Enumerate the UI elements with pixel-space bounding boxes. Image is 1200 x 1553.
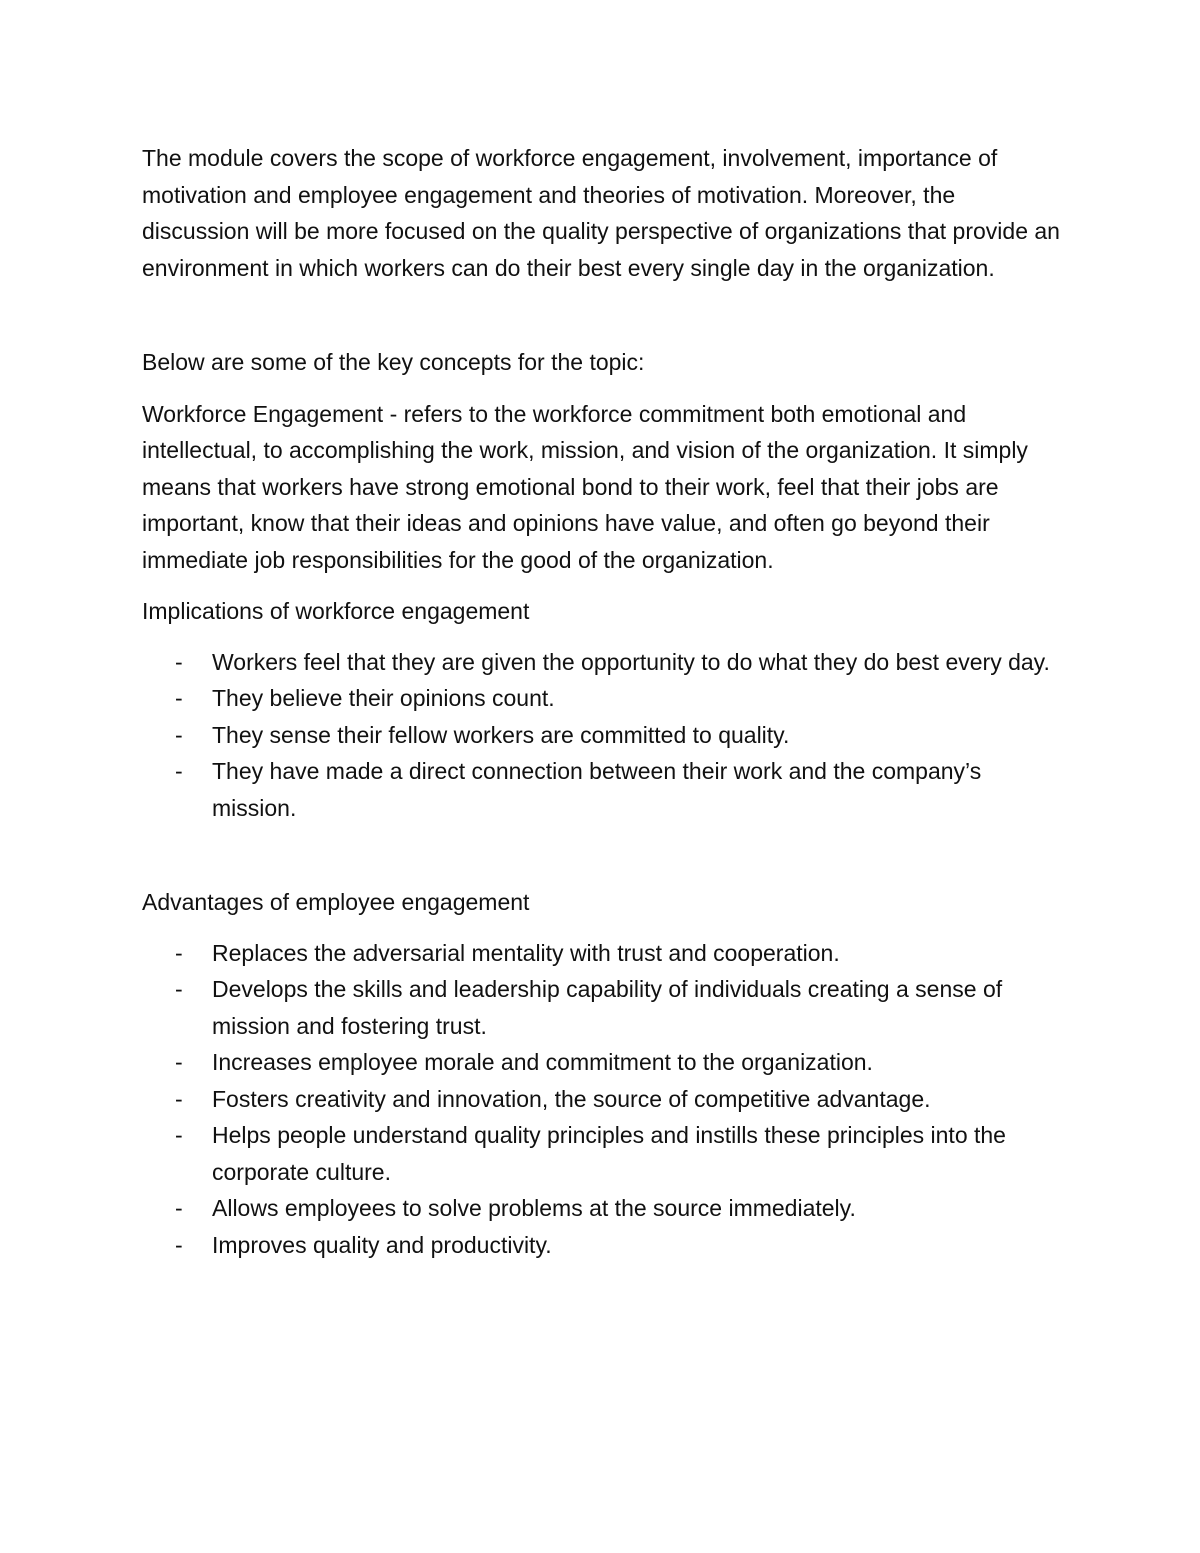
spacer: [142, 286, 1062, 344]
document-body: [142, 140, 1062, 1263]
list-item: [142, 971, 1062, 1044]
list-item-text: They sense their fellow workers are committed to quality.: [212, 721, 790, 748]
advantages-list: [142, 935, 1062, 1264]
dash-bullet-icon: -: [175, 648, 183, 675]
dash-bullet-icon: -: [175, 1049, 183, 1075]
implications-heading: Implications of workforce engagement: [142, 598, 530, 624]
dash-bullet-icon: -: [175, 1122, 183, 1148]
list-item: [142, 1227, 1062, 1264]
spacer: [142, 826, 1062, 884]
list-item: [142, 753, 1062, 826]
list-item-text: Improves quality and productivity.: [212, 1231, 552, 1258]
list-item-text: Workers feel that they are given the opportunity to do what they do best every day.: [212, 648, 1050, 675]
intro-paragraph: The module covers the scope of workforce engagement, involvement, importance of motivation and employee engagement and theories of motivation. Moreover, the discussion will be more focused on the quality perspective of organizations that provide an environment in which workers can do their best every single day in the organization.: [142, 145, 1060, 281]
dash-bullet-icon: -: [175, 1231, 183, 1258]
dash-bullet-icon: -: [175, 685, 183, 711]
spacer: [142, 381, 1062, 396]
list-item-text: They believe their opinions count.: [212, 685, 555, 711]
list-item: [142, 1044, 1062, 1081]
dash-bullet-icon: -: [175, 1195, 183, 1221]
list-item-text: Allows employees to solve problems at the source immediately.: [212, 1195, 856, 1221]
definition-paragraph: Workforce Engagement - refers to the workforce commitment both emotional and intellectual, to accomplishing the work, mission, and vision of the organization. It simply means that workers have strong emotional bond to their work, feel that their jobs are important, know that their ideas and opinions have value, and often go beyond their immediate job responsibilities for the good of the organization.: [142, 400, 1028, 573]
list-item-text: They have made a direct connection between their work and the company’s mission.: [212, 758, 982, 821]
dash-bullet-icon: -: [175, 939, 183, 966]
dash-bullet-icon: -: [175, 1085, 183, 1112]
list-item: [142, 680, 1062, 717]
list-item: [142, 1190, 1062, 1227]
key-concepts-heading: Below are some of the key concepts for the topic:: [142, 349, 645, 375]
list-item: [142, 1081, 1062, 1118]
list-item-text: Replaces the adversarial mentality with trust and cooperation.: [212, 939, 840, 966]
spacer: [142, 578, 1062, 593]
advantages-heading: Advantages of employee engagement: [142, 889, 530, 915]
implications-list: [142, 644, 1062, 827]
list-item: [142, 644, 1062, 681]
list-item-text: Fosters creativity and innovation, the source of competitive advantage.: [212, 1085, 931, 1112]
spacer: [142, 630, 1062, 644]
dash-bullet-icon: -: [175, 976, 183, 1002]
spacer: [142, 921, 1062, 935]
list-item: [142, 1117, 1062, 1190]
list-item: [142, 935, 1062, 972]
list-item: [142, 717, 1062, 754]
list-item-text: Helps people understand quality principles and instills these principles into the corporate culture.: [212, 1122, 1006, 1185]
list-item-text: Increases employee morale and commitment to the organization.: [212, 1049, 873, 1075]
list-item-text: Develops the skills and leadership capability of individuals creating a sense of mission and fostering trust.: [212, 976, 1003, 1039]
dash-bullet-icon: -: [175, 721, 183, 748]
dash-bullet-icon: -: [175, 758, 183, 784]
